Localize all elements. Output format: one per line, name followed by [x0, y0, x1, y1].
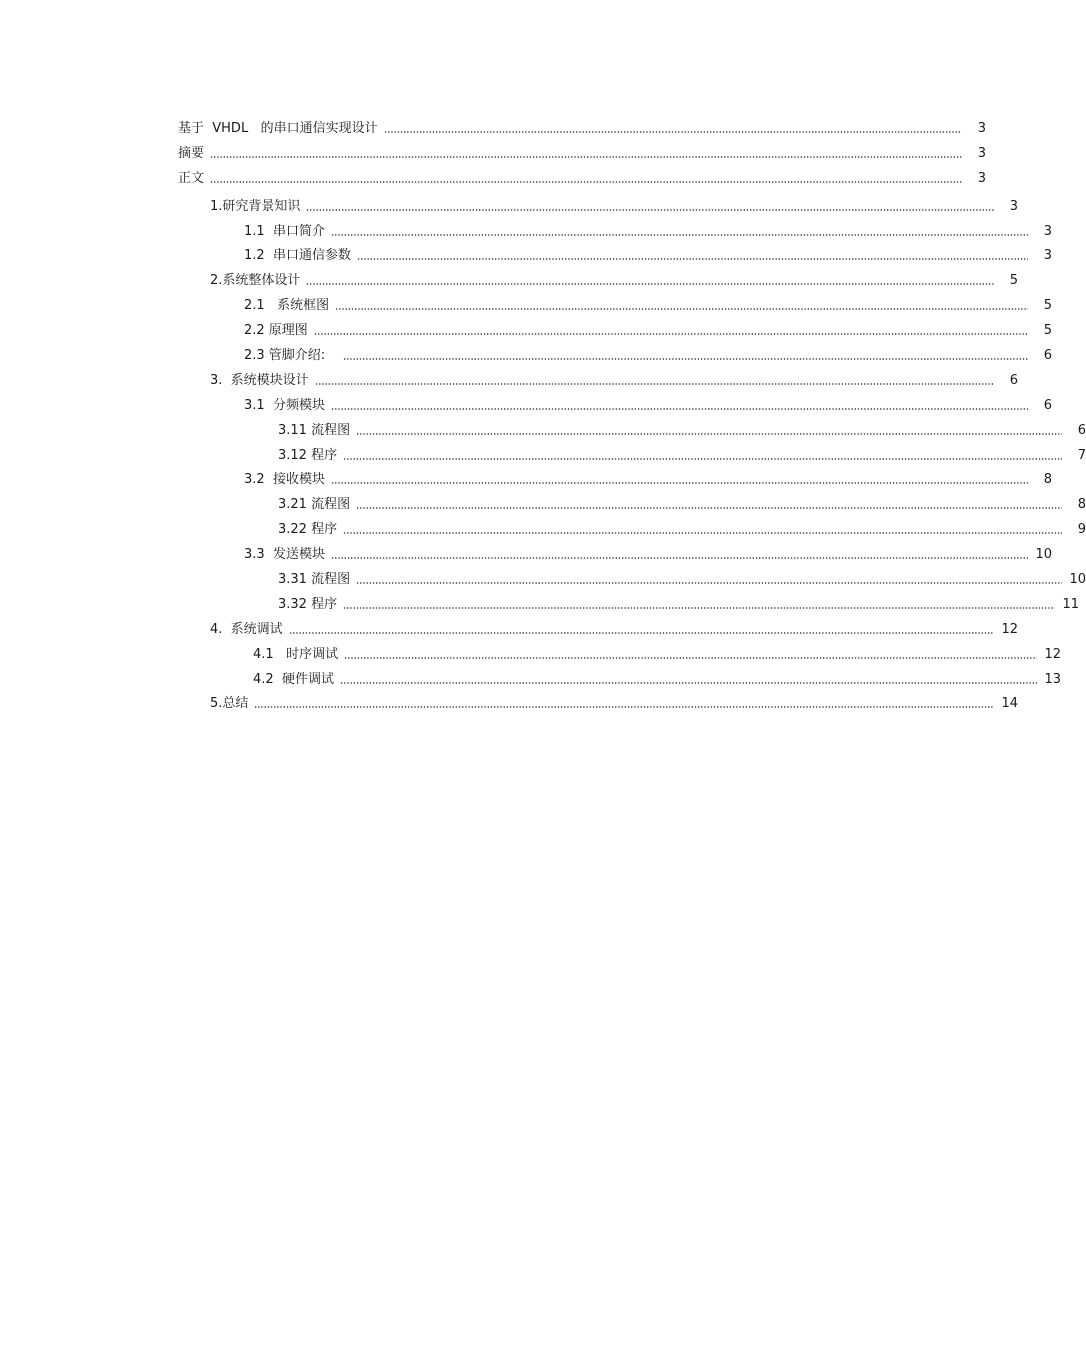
toc-entry[interactable]: [0, 667, 1061, 692]
toc-entry-page: 5: [1009, 273, 1018, 289]
toc-entry-title: 3.32 程序: [278, 596, 338, 612]
dot-leader: [343, 358, 1028, 360]
toc-entry[interactable]: [0, 219, 1052, 244]
toc-entry[interactable]: [0, 268, 1018, 293]
toc-entry[interactable]: [0, 368, 1018, 393]
dot-leader: [315, 383, 994, 385]
toc-entry-title: 3.21 流程图: [278, 497, 351, 513]
dot-leader: [340, 682, 1037, 684]
toc-entry[interactable]: [0, 293, 1052, 318]
toc-entry-title: 2.系统整体设计: [210, 273, 301, 289]
toc-entry-title: 摘要: [178, 145, 205, 161]
toc-entry-title: 2.3 管脚介绍:: [244, 347, 326, 363]
toc-entry[interactable]: [0, 617, 1018, 642]
toc-entry[interactable]: [0, 517, 1086, 542]
dot-leader: [344, 657, 1037, 659]
toc-entry-title: 2.1 系统框图: [244, 298, 330, 314]
toc-entry-page: 3: [977, 145, 986, 161]
dot-leader: [384, 131, 962, 133]
toc-entry-title: 正文: [178, 170, 205, 186]
toc-entry-title: 3. 系统模块设计: [210, 372, 309, 388]
toc-entry[interactable]: [0, 592, 1079, 617]
toc-entry[interactable]: [0, 243, 1052, 268]
toc-entry-page: 8: [1043, 472, 1052, 488]
table-of-contents: [0, 116, 1086, 716]
toc-entry[interactable]: [0, 443, 1086, 468]
toc-entry[interactable]: [0, 492, 1086, 517]
toc-entry[interactable]: [0, 393, 1052, 418]
dot-leader: [356, 507, 1062, 509]
toc-entry-page: 12: [1001, 621, 1018, 637]
toc-entry-page: 9: [1077, 522, 1086, 538]
dot-leader: [306, 209, 994, 211]
toc-entry-page: 6: [1077, 422, 1086, 438]
toc-entry-title: 1.1 串口简介: [244, 223, 325, 239]
toc-entry[interactable]: [0, 141, 986, 166]
dot-leader: [356, 582, 1062, 584]
toc-entry-page: 6: [1043, 397, 1052, 413]
dot-leader: [289, 632, 994, 634]
toc-entry-page: 6: [1043, 347, 1052, 363]
toc-entry-title: 1.研究背景知识: [210, 198, 301, 214]
toc-entry-page: 11: [1062, 596, 1079, 612]
toc-entry[interactable]: [0, 343, 1052, 368]
toc-entry-page: 12: [1044, 646, 1061, 662]
toc-entry[interactable]: [0, 418, 1086, 443]
dot-leader: [331, 482, 1028, 484]
toc-entry[interactable]: [0, 318, 1052, 343]
toc-entry[interactable]: [0, 567, 1086, 592]
toc-entry-page: 8: [1077, 497, 1086, 513]
toc-entry-title: 3.1 分频模块: [244, 397, 325, 413]
toc-entry-title: 3.11 流程图: [278, 422, 351, 438]
toc-entry-title: 2.2 原理图: [244, 323, 308, 339]
dot-leader: [357, 258, 1028, 260]
toc-entry-title: 基于 VHDL 的串口通信实现设计: [178, 120, 378, 136]
toc-entry-title: 4. 系统调试: [210, 621, 283, 637]
toc-entry[interactable]: [0, 691, 1018, 716]
toc-entry[interactable]: [0, 116, 986, 141]
toc-entry[interactable]: [0, 642, 1061, 667]
toc-entry-title: 5.总结: [210, 696, 249, 712]
toc-entry[interactable]: [0, 467, 1052, 492]
dot-leader: [335, 308, 1028, 310]
toc-entry-page: 6: [1009, 372, 1018, 388]
dot-leader: [331, 557, 1028, 559]
toc-entry-page: 5: [1043, 323, 1052, 339]
dot-leader: [356, 433, 1062, 435]
toc-entry-title: 3.12 程序: [278, 447, 338, 463]
toc-entry-title: 1.2 串口通信参数: [244, 248, 351, 264]
toc-entry-title: 3.31 流程图: [278, 571, 351, 587]
toc-entry-page: 14: [1001, 696, 1018, 712]
toc-entry-title: 4.2 硬件调试: [253, 671, 334, 687]
toc-entry-title: 4.1 时序调试: [253, 646, 339, 662]
toc-entry-page: 5: [1043, 298, 1052, 314]
toc-entry-page: 3: [977, 170, 986, 186]
toc-entry-title: 3.3 发送模块: [244, 547, 325, 563]
toc-entry-page: 13: [1044, 671, 1061, 687]
toc-entry[interactable]: [0, 166, 986, 191]
dot-leader: [210, 181, 962, 183]
dot-leader: [343, 607, 1055, 609]
dot-leader: [343, 532, 1062, 534]
dot-leader: [331, 234, 1028, 236]
toc-entry-page: 3: [1043, 223, 1052, 239]
toc-entry-title: 3.22 程序: [278, 522, 338, 538]
dot-leader: [314, 333, 1028, 335]
toc-entry-page: 10: [1069, 571, 1086, 587]
dot-leader: [331, 408, 1028, 410]
toc-entry[interactable]: [0, 194, 1018, 219]
toc-entry-page: 3: [1009, 198, 1018, 214]
toc-entry-page: 7: [1077, 447, 1086, 463]
dot-leader: [306, 283, 994, 285]
toc-entry-page: 10: [1035, 547, 1052, 563]
toc-entry-title: 3.2 接收模块: [244, 472, 325, 488]
toc-entry-page: 3: [977, 120, 986, 136]
dot-leader: [343, 458, 1062, 460]
dot-leader: [210, 156, 962, 158]
toc-entry-page: 3: [1043, 248, 1052, 264]
dot-leader: [254, 706, 994, 708]
toc-entry[interactable]: [0, 542, 1052, 567]
